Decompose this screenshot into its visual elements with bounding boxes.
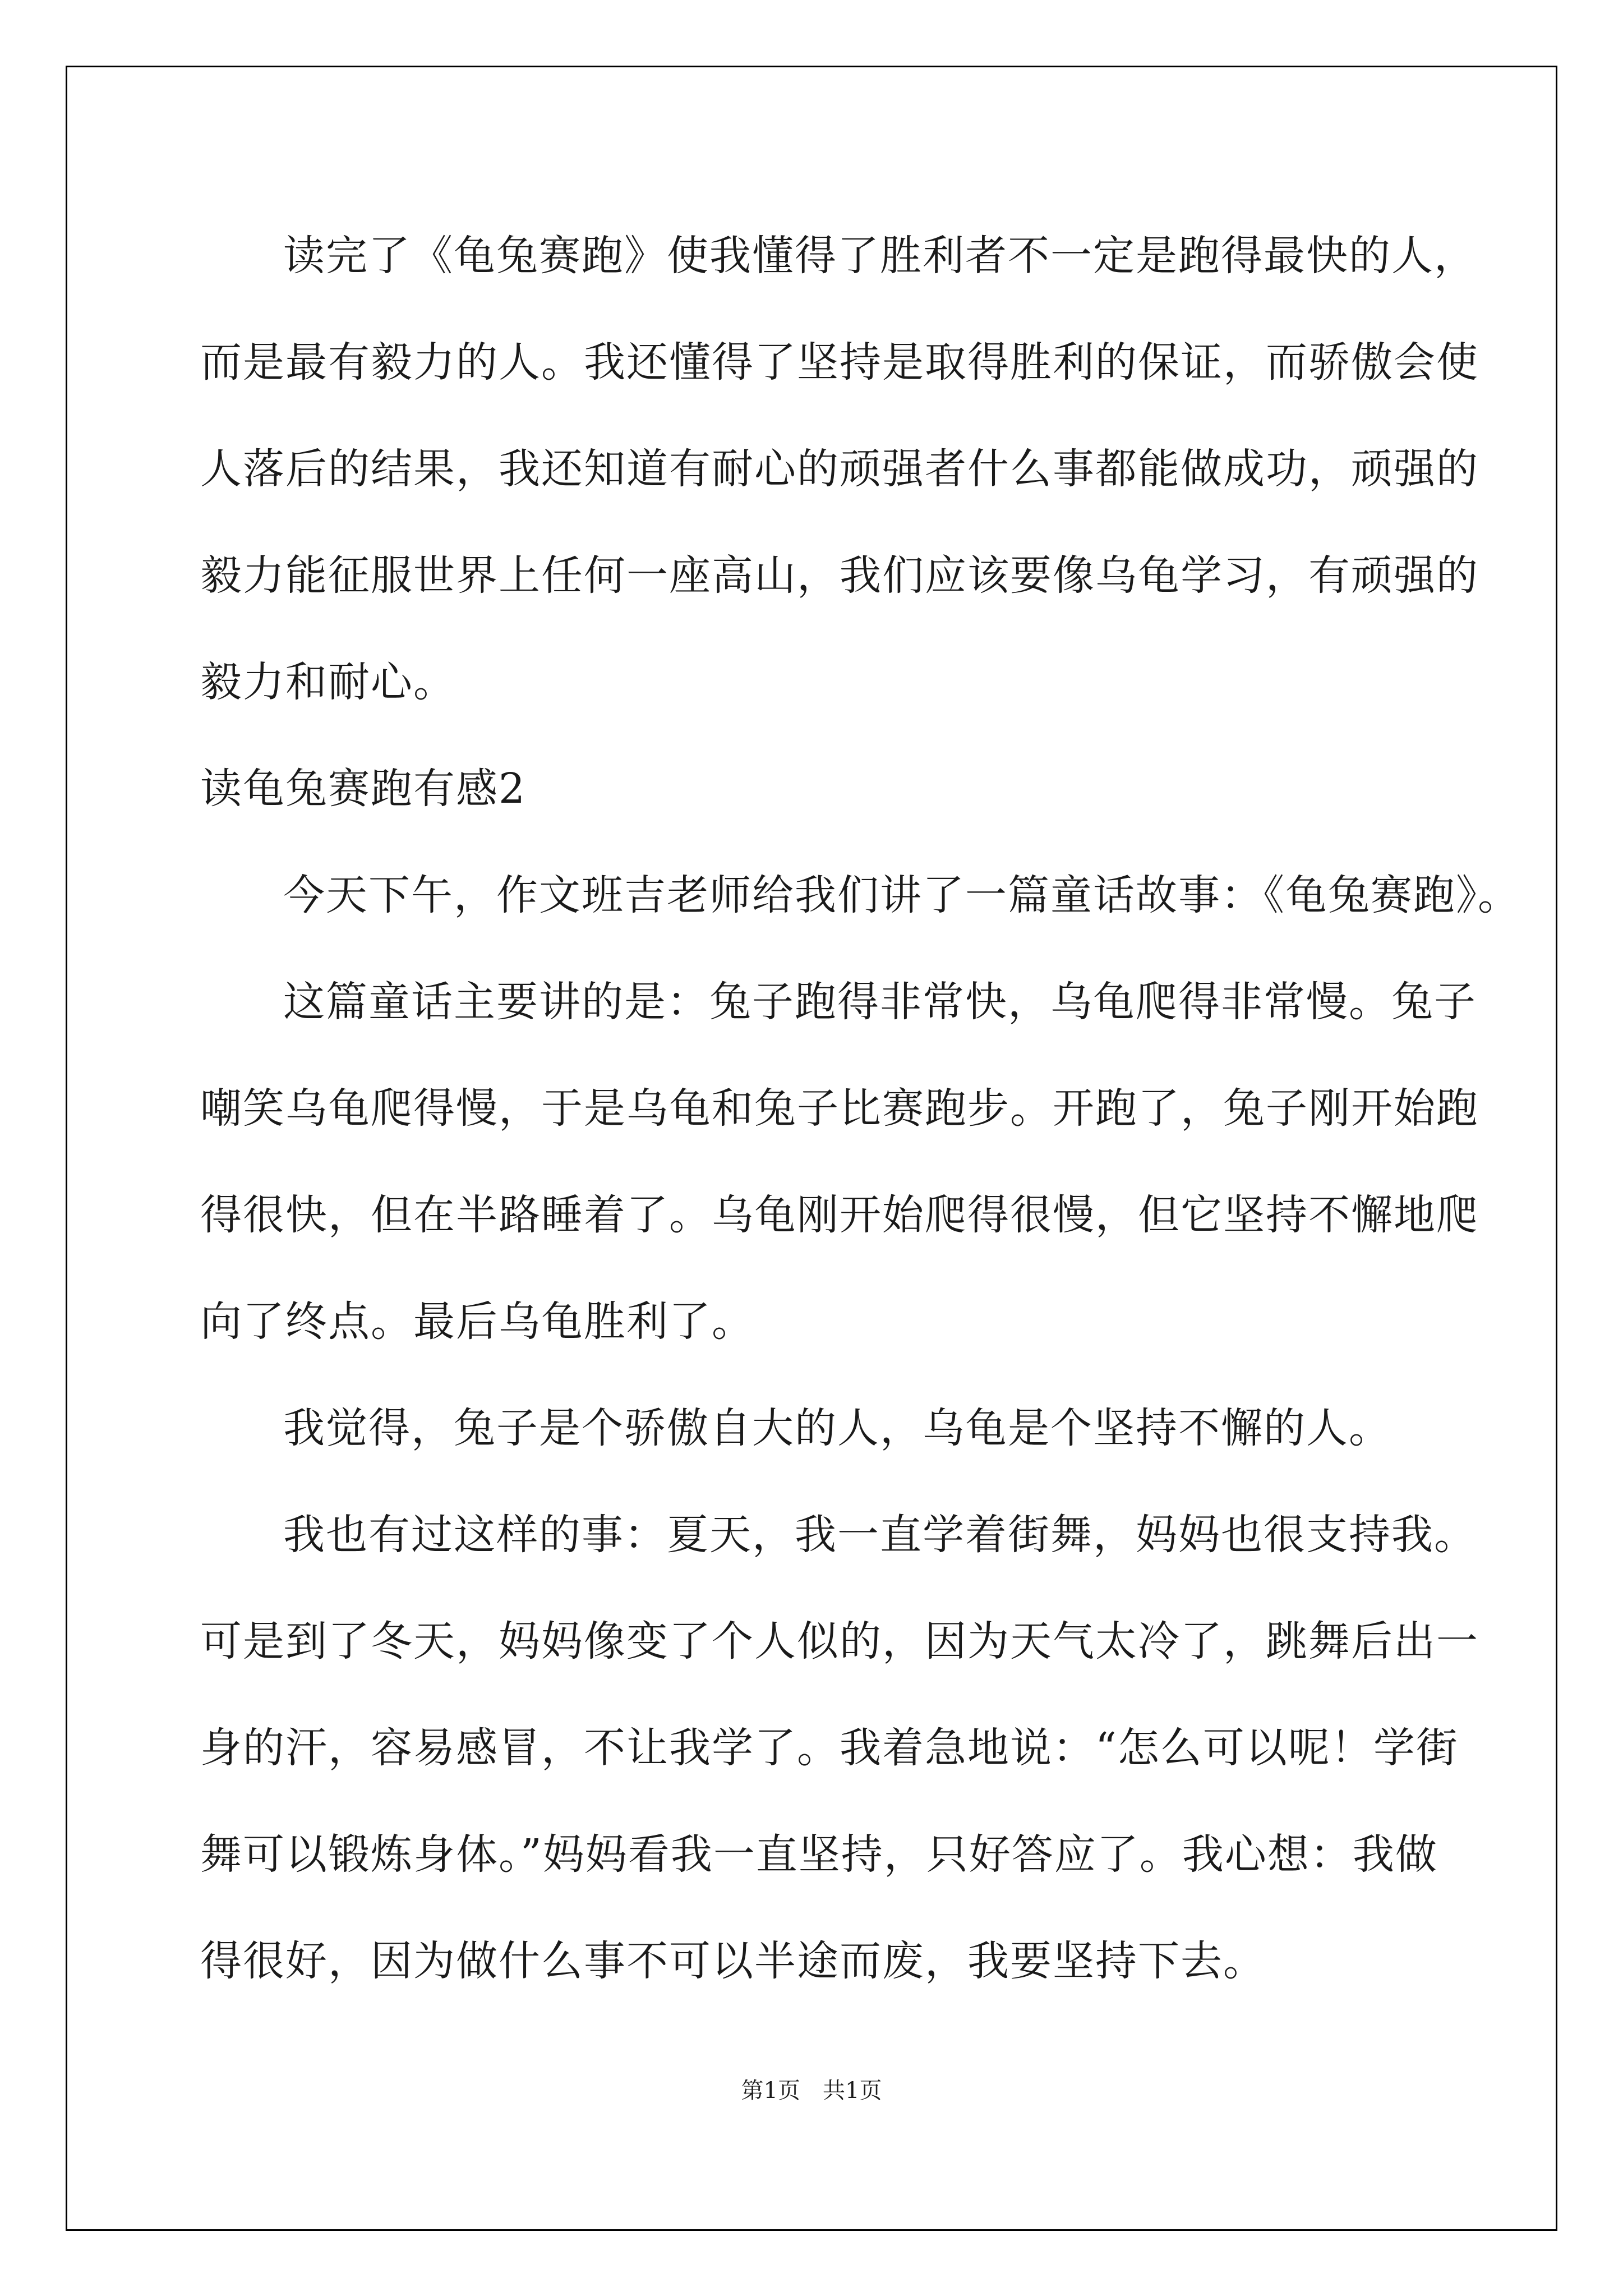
paragraph-line: 身的汗，容易感冒，不让我学了。我着急地说：“怎么可以呢！学街 xyxy=(200,1724,1459,1772)
paragraph-line: 毅力和耐心。 xyxy=(200,658,456,706)
paragraph-line: 舞可以锻炼身体。”妈妈看我一直坚持，只好答应了。我心想：我做 xyxy=(200,1830,1438,1879)
paragraph-line: 可是到了冬天，妈妈像变了个人似的，因为天气太冷了，跳舞后出一 xyxy=(200,1617,1479,1665)
paragraph-line: 而是最有毅力的人。我还懂得了坚持是取得胜利的保证，而骄傲会使 xyxy=(200,338,1479,386)
paragraph-line: 这篇童话主要讲的是：兔子跑得非常快，乌龟爬得非常慢。兔子 xyxy=(283,978,1477,1026)
paragraph-line: 向了终点。最后乌龟胜利了。 xyxy=(200,1297,754,1346)
document-body xyxy=(200,203,1520,2014)
paragraph-line: 得很快，但在半路睡着了。乌龟刚开始爬得很慢，但它坚持不懈地爬 xyxy=(200,1191,1479,1239)
page-number-footer: 第1页 共1页 xyxy=(741,2078,882,2104)
paragraph-line: 我也有过这样的事：夏天，我一直学着街舞，妈妈也很支持我。 xyxy=(283,1511,1477,1559)
section-heading: 读龟兔赛跑有感2 xyxy=(200,765,527,813)
paragraph-line: 毅力能征服世界上任何一座高山，我们应该要像乌龟学习，有顽强的 xyxy=(200,551,1479,600)
paragraph-line: 人落后的结果，我还知道有耐心的顽强者什么事都能做成功，顽强的 xyxy=(200,445,1479,493)
paragraph-line: 今天下午，作文班吉老师给我们讲了一篇童话故事：《龟兔赛跑》。 xyxy=(283,871,1520,919)
paragraph-line: 读完了《龟兔赛跑》使我懂得了胜利者不一定是跑得最快的人， xyxy=(283,232,1477,280)
paragraph-line: 嘲笑乌龟爬得慢，于是乌龟和兔子比赛跑步。开跑了，兔子刚开始跑 xyxy=(200,1084,1479,1133)
paragraph-line: 得很好，因为做什么事不可以半途而废，我要坚持下去。 xyxy=(200,1937,1266,1985)
paragraph-line: 我觉得，兔子是个骄傲自大的人，乌龟是个坚持不懈的人。 xyxy=(283,1404,1391,1452)
